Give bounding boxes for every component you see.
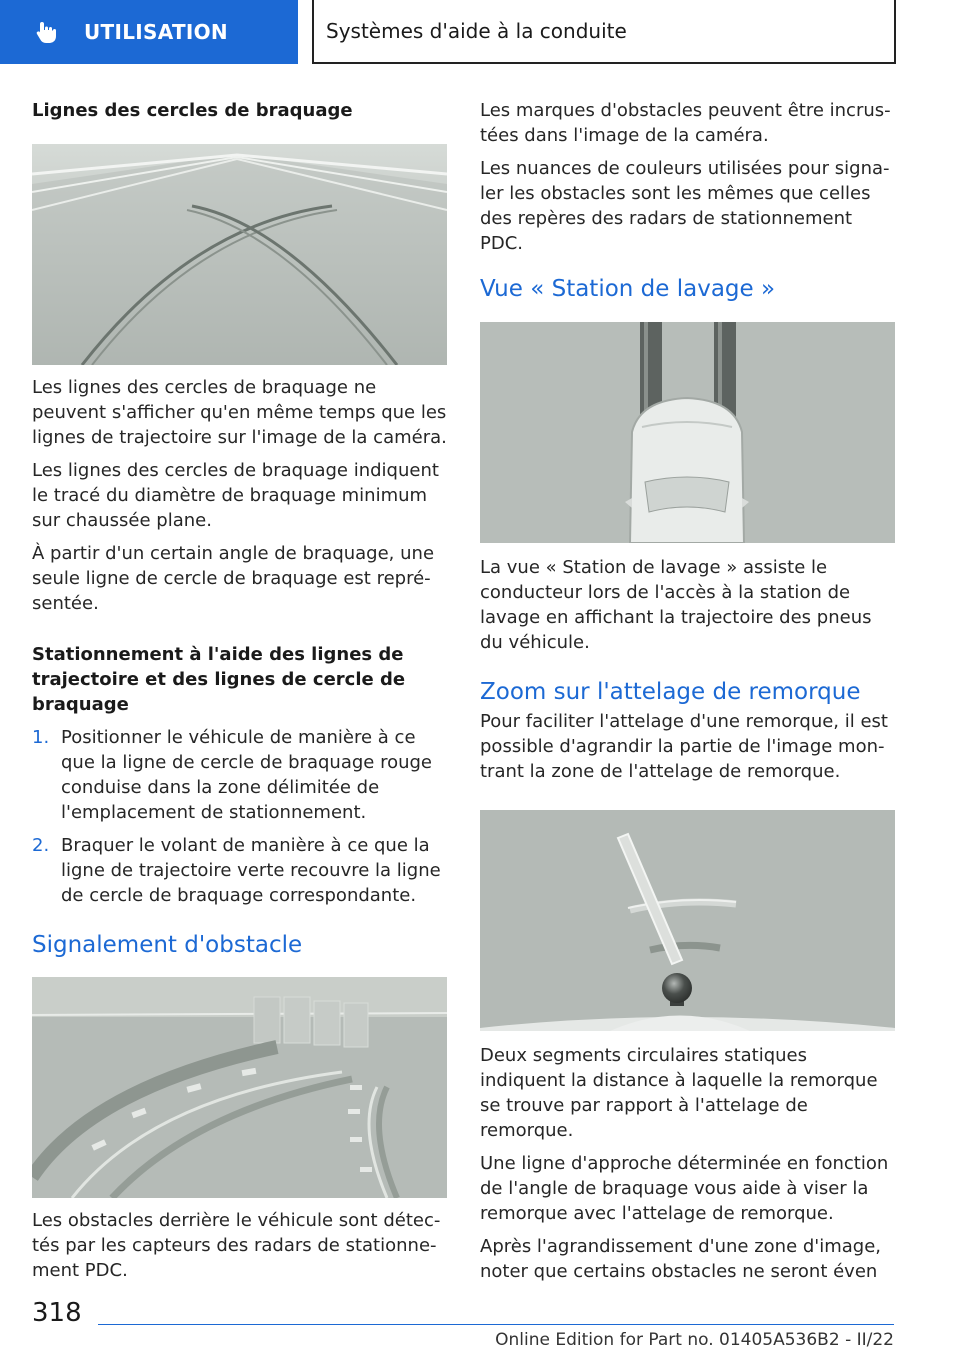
hand-pointer-icon [32,17,62,47]
section-label: UTILISATION [84,20,228,44]
section-tab [0,0,298,64]
heading-car-wash-view: Vue « Station de lavage » [480,276,776,302]
footer-edition: Online Edition for Part no. 01405A536B2 - II/22 [495,1330,894,1350]
paragraph: Les marques d'obstacles peuvent être incrustées dans l'image de la caméra. [480,100,891,146]
figure-trailer-hitch-zoom [480,810,895,1031]
paragraph: Pour faciliter l'attelage d'une remorque, il est possible d'agrandir la partie de l'image montrant la zone de l'attelage de remorque. [480,711,888,782]
paragraph: Deux segments circulaires statiques indiquent la distance à laquelle la remorque se trouve par rapport à l'attelage de remorque. [480,1045,878,1141]
page-number: 318 [32,1298,82,1328]
heading-trailer-hitch-zoom: Zoom sur l'attelage de remorque [480,679,861,705]
heading-turning-circle-lines: Lignes des cercles de braquage [32,100,353,121]
paragraph: La vue « Station de lavage » assiste le conducteur lors de l'accès à la station de lavage en affichant la trajectoire des pneus du véhicule. [480,557,872,653]
left-column [32,98,447,1291]
steps-list [32,725,447,908]
figure-obstacle-markers [32,977,447,1198]
list-item: 1. Positionner le véhicule de manière à ce que la ligne de cercle de braquage rouge conduise dans la zone délimitée de l'emplacement de stationnement. [32,727,432,823]
paragraph: Après l'agrandissement d'une zone d'image, noter que certains obstacles ne seront éven [480,1236,882,1282]
paragraph: Une ligne d'approche déterminée en fonction de l'angle de braquage vous aide à viser la remorque avec l'attelage de remorque. [480,1153,889,1224]
figure-car-wash-view [480,322,895,543]
heading-parking-with-lines: Stationnement à l'aide des lignes de trajectoire et des lignes de cercle de braquage [32,644,406,715]
paragraph: Les lignes des cercles de braquage ne peuvent s'afficher qu'en même temps que les lignes de trajectoire sur l'image de la caméra. [32,377,447,448]
paragraph: Les nuances de couleurs utilisées pour signaler les obstacles sont les mêmes que celles des repères des radars de stationnement PDC. [480,158,890,254]
paragraph: Les obstacles derrière le véhicule sont détectés par les capteurs des radars de stationnement PDC. [32,1210,441,1281]
right-column [480,98,895,1292]
paragraph: Les lignes des cercles de braquage indiquent le tracé du diamètre de braquage minimum sur chaussée plane. [32,460,439,531]
paragraph: À partir d'un certain angle de braquage, une seule ligne de cercle de braquage est représentée. [32,543,435,614]
figure-turning-circle-lines [32,144,447,365]
list-item: 2. Braquer le volant de manière à ce que la ligne de trajectoire verte recouvre la ligne de cercle de braquage correspondante. [32,835,441,906]
footer-divider [98,1324,894,1325]
heading-obstacle-signal: Signalement d'obstacle [32,932,303,958]
chapter-title: Systèmes d'aide à la conduite [312,0,896,64]
